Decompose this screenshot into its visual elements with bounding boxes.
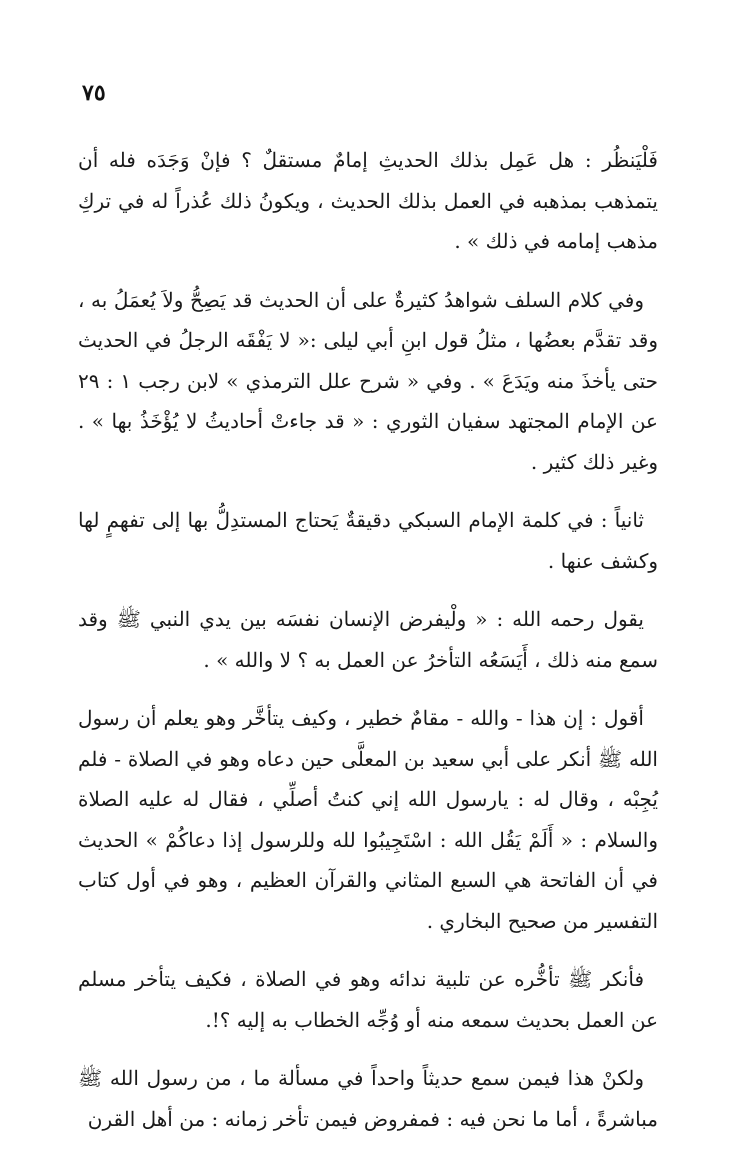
paragraph: ولكنْ هذا فيمن سمع حديثاً واحداً في مسألة ما ، من رسول الله ﷺ مباشرةً ، أما ما نحن فيه : فمفروض فيمن تأخر زمانه : من أهل القرن xyxy=(78,1066,658,1131)
paragraph: ثانياً : في كلمة الإمام السبكي دقيقةٌ يَحتاج المستدِلُّ بها إلى تفهمٍ لها وكشف عنها . xyxy=(78,508,658,573)
paragraph: فَلْيَنظُر : هل عَمِل بذلك الحديثِ إمامٌ مستقلٌ ؟ فإنْ وَجَدَه فله أن يتمذهب بمذهبه في العمل بذلك الحديث ، ويكونُ ذلك عُذراً له في تركِ مذهب إمامه في ذلك » . xyxy=(78,148,658,253)
paragraph: أقول : إن هذا - والله - مقامٌ خطير ، وكيف يتأخَّر وهو يعلم أن رسول الله ﷺ أنكر على أبي سعيد بن المعلَّى حين دعاه وهو في الصلاة - فلم يُجِبْه ، وقال له : يارسول الله إني كنتُ أصلِّي ، فقال له عليه الصلاة والسلام : « أَلَمْ يَقُل الله : اسْتَجِيبُوا لله وللرسول إذا دعاكُمْ » الحديث في أن الفاتحة هي السبع المثاني والقرآن العظيم ، وهو في أول كتاب التفسير من صحيح البخاري . xyxy=(78,706,658,933)
page-number: ٧٥ xyxy=(82,80,106,106)
paragraph: يقول رحمه الله : « ولْيفرض الإنسان نفسَه بين يدي النبي ﷺ وقد سمع منه ذلك ، أَيَسَعُه التأخرُ عن العمل به ؟ لا والله » . xyxy=(78,607,658,672)
paragraph: وفي كلام السلف شواهدُ كثيرةٌ على أن الحديث قد يَصِحُّ ولاَ يُعمَلُ به ، وقد تقدَّم بعضُها ، مثلُ قول ابنِ أبي ليلى :« لا يَفْقَه الرجلُ في الحديث حتى يأخذَ منه ويَدَعَ » . وفي « شرح علل الترمذي » لابن رجب ١ : ٢٩ عن الإمام المجتهد سفيان الثوري : « قد جاءتْ أحاديثُ لا يُؤْخَذُ بها » . وغير ذلك كثير . xyxy=(78,287,659,474)
body-text xyxy=(78,140,658,1157)
paragraph: فأنكر ﷺ تأخُّره عن تلبية ندائه وهو في الصلاة ، فكيف يتأخر مسلم عن العمل بحديث سمعه منه أو وُجِّه الخطاب به إليه ؟!. xyxy=(78,967,658,1032)
